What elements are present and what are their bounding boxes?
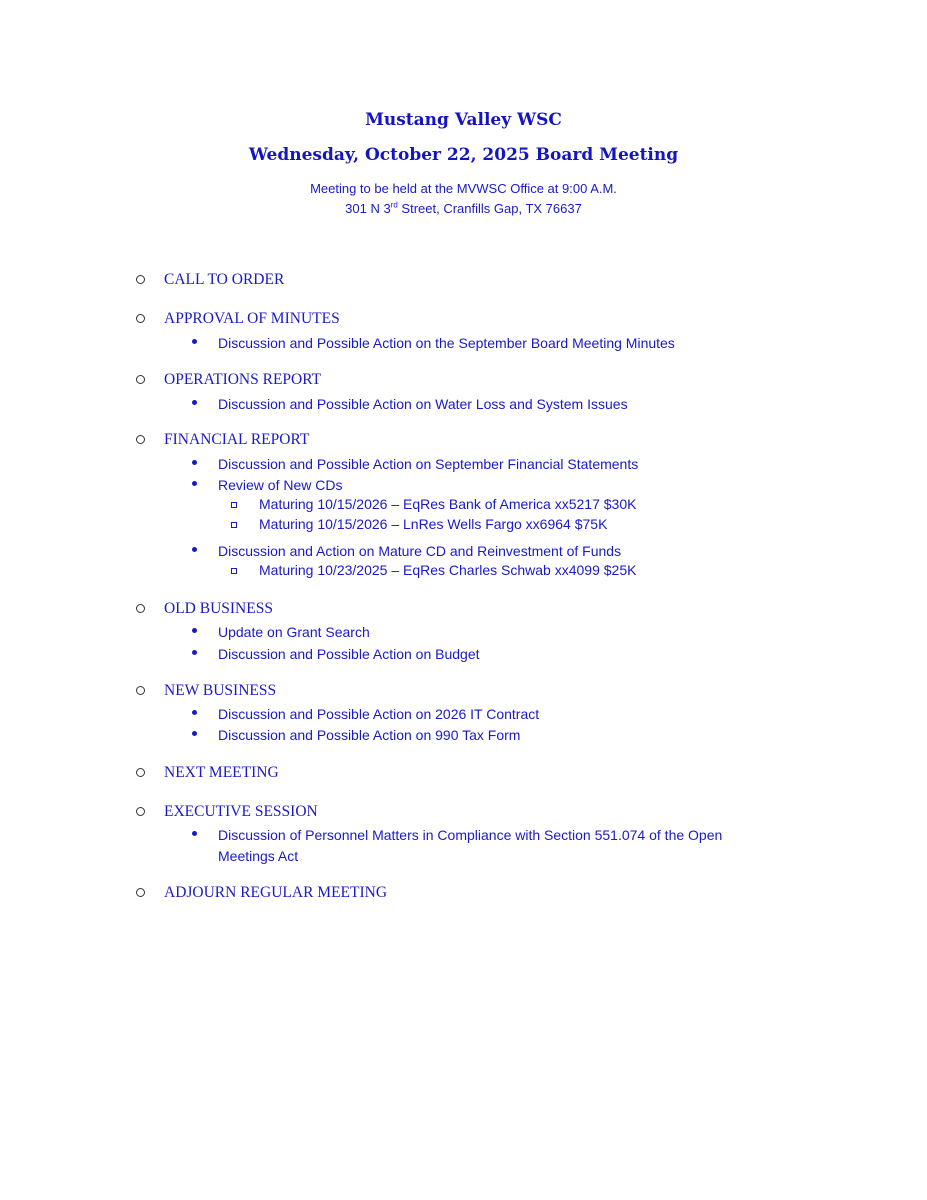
bullet-icon [192,731,197,736]
circle-bullet-icon [136,807,145,816]
bullet-icon [192,481,197,486]
square-bullet-icon [231,522,237,528]
circle-bullet-icon [136,686,145,695]
address-line: 301 N 3rd Street, Cranfills Gap, TX 76637 [345,200,582,216]
circle-bullet-icon [136,604,145,613]
circle-bullet-icon [136,435,145,444]
circle-bullet-icon [136,314,145,323]
circle-bullet-icon [136,275,145,284]
bullet-icon [192,339,197,344]
bullet-icon [192,831,197,836]
square-bullet-icon [231,502,237,508]
agenda-page: Mustang Valley WSC Wednesday, October 22, 2025 Board Meeting Meeting to be held at the MVWSC Office at 9:00 A.M. 301 N 3rd Street, Cranfills Gap, TX 76637 CALL TO ORDER APPROVAL OF MINUTES Discussion and Possible Action on the September Board Meeting Minutes OPERATIONS REPORT Discussion and Possible Action on Water Loss and System Issues FINANCIAL REPORT Discussion and Possible Action on September Financial Statements Review of New CDs Maturing 10/15/2026 – EqRes Bank of America xx5217 $30K Maturing 10/15/2026 – LnRes Wells Fargo xx6964 $75K Discussion and Action on Mature CD and Reinvestment of Funds Maturing 10/23/2025 – EqRes Charles Schwab xx4099 $25K OLD BUSINESS Update on Grant Search Discussion and Possible Action on Budget NEW BUSINESS Discussion and Possible Action on 2026 IT Contract Discussion and Possible Action on 990 Tax Form NEXT MEETING EXECUTIVE SESSION Discussion of Personnel Matters in Compliance with Section 551.074 of the Open Meetings Act ADJOURN REGULAR MEETING [0,0,927,1200]
bullet-icon [192,547,197,552]
location-line: Meeting to be held at the MVWSC Office at 9:00 A.M. [310,181,617,196]
bullet-icon [192,460,197,465]
bullet-icon [192,400,197,405]
bullet-icon [192,650,197,655]
circle-bullet-icon [136,375,145,384]
circle-bullet-icon [136,888,145,897]
bullet-icon [192,710,197,715]
meeting-title: Wednesday, October 22, 2025 Board Meeting [248,145,679,165]
org-title: Mustang Valley WSC [365,110,562,130]
square-bullet-icon [231,568,237,574]
circle-bullet-icon [136,768,145,777]
bullet-icon [192,628,197,633]
